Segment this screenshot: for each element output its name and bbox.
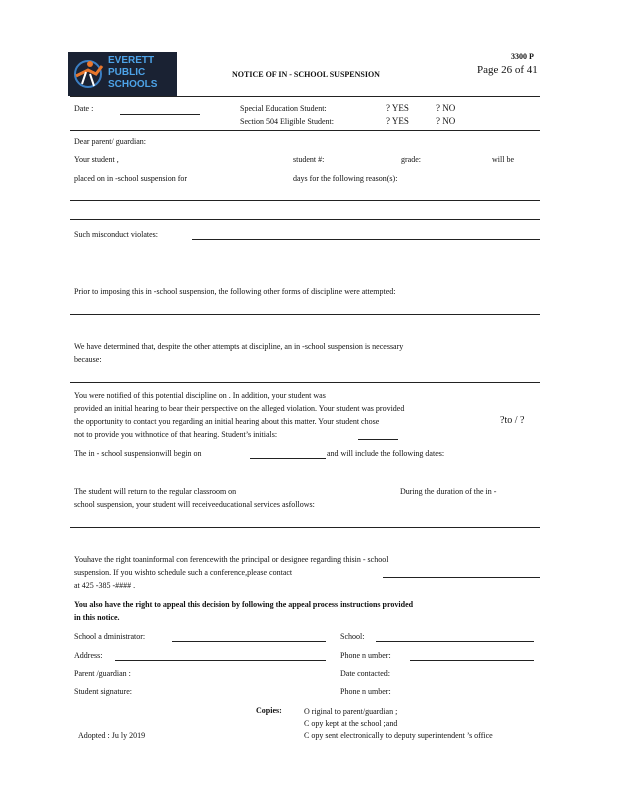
date-contacted-label: Date contacted: (340, 669, 390, 678)
contact-field[interactable] (383, 577, 540, 578)
phone-label: Phone n umber: (340, 651, 391, 660)
right-text-1: Youhave the right toaninformal con ferencewith the principal or designee regarding thisin - school (74, 555, 389, 564)
parent-label: Parent /guardian : (74, 669, 131, 678)
return-text-2: During the duration of the in - (400, 487, 497, 496)
sec504-label: Section 504 Eligible Student: (240, 117, 334, 126)
signature-label: Student signature: (74, 687, 132, 696)
notified-text-3: the opportunity to contact you regarding an initial hearing about this matter. Your student chose (74, 417, 380, 426)
district-logo (68, 52, 177, 96)
services-line[interactable] (70, 527, 540, 528)
logo-line-1: EVERETT (108, 55, 155, 66)
sped-yes-checkbox[interactable]: ? YES (386, 103, 409, 113)
grade-label: grade: (401, 155, 421, 164)
runner-icon (68, 52, 108, 96)
salutation: Dear parent/ guardian: (74, 137, 146, 146)
determined-text-2: because: (74, 355, 102, 364)
to-not-checkbox[interactable]: ?to / ? (500, 415, 525, 426)
right-text-2: suspension. If you wishto schedule such a conference,please contact (74, 568, 293, 577)
logo-line-2: PUBLIC (108, 67, 146, 78)
placed-text: placed on in -school suspension for (74, 174, 188, 183)
notified-text-1: You were notified of this potential discipline on . In addition, your student was (74, 391, 326, 400)
address-label: Address: (74, 651, 103, 660)
determined-text-1: We have determined that, despite the other attempts at discipline, an in -school suspension is necessary (74, 342, 404, 351)
violates-label: Such misconduct violates: (74, 230, 158, 239)
admin-label: School a dministrator: (74, 632, 146, 641)
begin-text-2: and will include the following dates: (327, 449, 445, 458)
reason-line-2[interactable] (70, 219, 540, 220)
section-divider (70, 130, 540, 131)
appeal-text-2: in this notice. (74, 613, 120, 622)
prior-discipline-text: Prior to imposing this in -school suspension, the following other forms of discipline were attempted: (74, 287, 396, 296)
appeal-text-1: You also have the right to appeal this decision by following the appeal process instructions provided (74, 600, 414, 609)
header-divider (70, 96, 540, 97)
adopted-date: Adopted : Ju ly 2019 (78, 731, 146, 740)
date-field[interactable] (120, 114, 200, 115)
page-number: Page 26 of 41 (477, 64, 538, 76)
school-field[interactable] (376, 641, 534, 642)
admin-field[interactable] (172, 641, 326, 642)
notified-text-2: provided an initial hearing to bear their perspective on the alleged violation. Your student was provided (74, 404, 405, 413)
sec504-no-checkbox[interactable]: ? NO (436, 116, 456, 126)
page-title: NOTICE OF IN - SCHOOL SUSPENSION (232, 70, 380, 79)
sped-no-checkbox[interactable]: ? NO (436, 103, 456, 113)
your-student-label: Your student , (74, 155, 119, 164)
copies-label: Copies: (256, 706, 282, 715)
begin-date-field[interactable] (250, 458, 326, 459)
will-be-text: will be (492, 155, 514, 164)
return-text-3: school suspension, your student will receiveeducational services asfollows: (74, 500, 315, 509)
determined-line[interactable] (70, 382, 540, 383)
phone2-label: Phone n umber: (340, 687, 391, 696)
initials-field[interactable] (358, 439, 398, 440)
prior-discipline-line[interactable] (70, 314, 540, 315)
return-text-1: The student will return to the regular classroom on (74, 487, 237, 496)
student-number-label: student #: (293, 155, 325, 164)
copy-line-1: O riginal to parent/guardian ; (304, 707, 398, 716)
policy-number: 3300 P (511, 52, 534, 61)
begin-text-1: The in - school suspensionwill begin on (74, 449, 202, 458)
copy-line-2: C opy kept at the school ;and (304, 719, 398, 728)
school-label: School: (340, 632, 365, 641)
sec504-yes-checkbox[interactable]: ? YES (386, 116, 409, 126)
phone-field[interactable] (410, 660, 534, 661)
reason-line-1[interactable] (70, 200, 540, 201)
right-text-3: at 425 -385 -#### . (74, 581, 136, 590)
days-for-text: days for the following reason(s): (293, 174, 398, 183)
logo-line-3: SCHOOLS (108, 79, 158, 90)
violates-field[interactable] (192, 239, 540, 240)
date-label: Date : (74, 104, 94, 113)
notified-text-4: not to provide you withnotice of that hearing. Student’s initials: (74, 430, 278, 439)
sped-label: Special Education Student: (240, 104, 327, 113)
address-field[interactable] (115, 660, 326, 661)
copy-line-3: C opy sent electronically to deputy superintendent ’s office (304, 731, 493, 740)
